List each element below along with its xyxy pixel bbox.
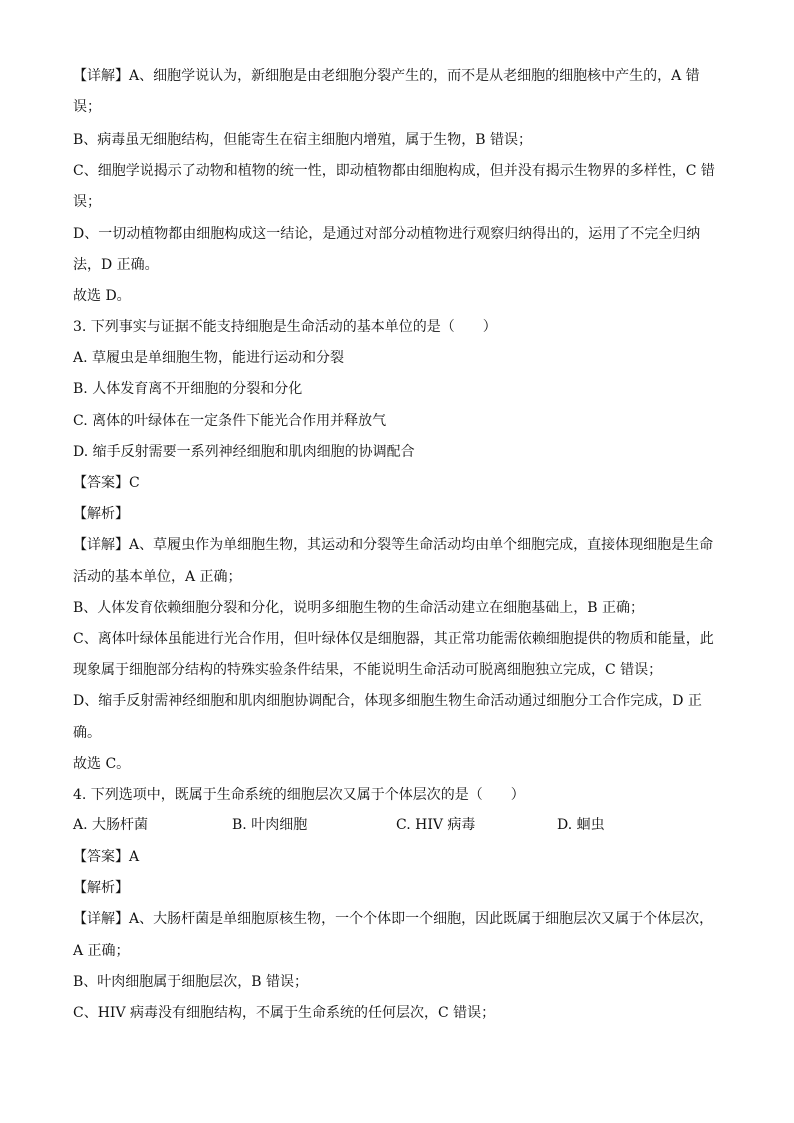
text-line: C、离体叶绿体虽能进行光合作用，但叶绿体仅是细胞器，其正常功能需依赖细胞提供的物质和能量，此 [73, 631, 714, 647]
text-line: 确。 [73, 725, 101, 741]
question-3-option-b: B. 人体发育离不开细胞的分裂和分化 [73, 381, 303, 397]
text-line: C、HIV 病毒没有细胞结构，不属于生命系统的任何层次，C 错误； [73, 1005, 496, 1021]
text-line: 现象属于细胞部分结构的特殊实验条件结果，不能说明生命活动可脱离细胞独立完成，C 错误； [73, 662, 663, 678]
question-4-option-c: C. HIV 病毒 [396, 817, 476, 833]
question-3-option-a: A. 草履虫是单细胞生物，能进行运动和分裂 [73, 350, 345, 366]
text-line: D、一切动植物都由细胞构成这一结论，是通过对部分动植物进行观察归纳得出的，运用了不完全归纳 [73, 226, 701, 242]
text-line: D、缩手反射需神经细胞和肌肉细胞协调配合，体现多细胞生物生命活动通过细胞分工合作完成，D 正 [73, 693, 702, 709]
text-line: B、病毒虽无细胞结构，但能寄生在宿主细胞内增殖，属于生物，B 错误； [73, 132, 533, 148]
text-line: 故选 C。 [73, 756, 131, 772]
question-4-option-a: A. 大肠杆菌 [73, 817, 149, 833]
question-3-option-c: C. 离体的叶绿体在一定条件下能光合作用并释放气 [73, 413, 387, 429]
analysis-label: 【解析】 [73, 880, 129, 896]
text-line: 【详解】A、细胞学说认为，新细胞是由老细胞分裂产生的，而不是从老细胞的细胞核中产生的，A 错 [73, 68, 700, 84]
question-3-stem: 3. 下列事实与证据不能支持细胞是生命活动的基本单位的是（ ） [73, 319, 497, 335]
text-line: A 正确； [73, 943, 130, 959]
question-3-option-d: D. 缩手反射需要一系列神经细胞和肌肉细胞的协调配合 [73, 444, 415, 460]
text-line: 故选 D。 [73, 288, 131, 304]
text-line: 活动的基本单位，A 正确； [73, 569, 242, 585]
question-4-option-b: B. 叶肉细胞 [232, 817, 308, 833]
question-4-stem: 4. 下列选项中，既属于生命系统的细胞层次又属于个体层次的是（ ） [73, 787, 525, 803]
text-line: C、细胞学说揭示了动物和植物的统一性，即动植物都由细胞构成，但并没有揭示生物界的多样性，C 错 [73, 163, 715, 179]
text-line: 【详解】A、草履虫作为单细胞生物，其运动和分裂等生命活动均由单个细胞完成，直接体现细胞是生命 [73, 537, 714, 553]
text-line: 误； [73, 99, 101, 115]
question-4-option-d: D. 蛔虫 [557, 817, 605, 833]
text-line: 误； [73, 194, 101, 210]
answer-label: 【答案】A [73, 849, 140, 865]
text-line: 法，D 正确。 [73, 257, 159, 273]
text-line: B、叶肉细胞属于细胞层次，B 错误； [73, 974, 309, 990]
question-4-options [73, 815, 723, 835]
analysis-label: 【解析】 [73, 506, 129, 522]
answer-label: 【答案】C [73, 475, 140, 491]
text-line: 【详解】A、大肠杆菌是单细胞原核生物，一个个体即一个细胞，因此既属于细胞层次又属于个体层次， [73, 911, 714, 927]
text-line: B、人体发育依赖细胞分裂和分化，说明多细胞生物的生命活动建立在细胞基础上，B 正确； [73, 600, 645, 616]
